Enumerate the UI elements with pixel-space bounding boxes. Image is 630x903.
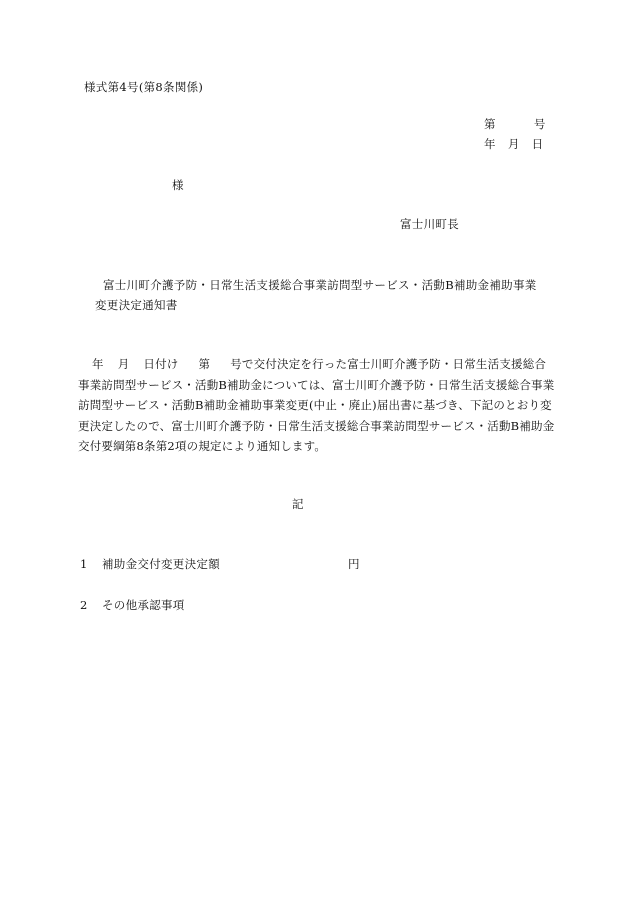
item-number: 1: [80, 557, 88, 571]
sender-name: 富士川町長: [400, 217, 459, 231]
form-number: 様式第4号(第8条関係): [84, 80, 204, 94]
date-day: 日: [531, 137, 544, 151]
document-title-line1: 富士川町介護予防・日常生活支援総合事業訪問型サービス・活動B補助金補助事業: [103, 278, 537, 292]
document-title-line2: 変更決定通知書: [95, 298, 178, 312]
body-line-5: 交付要綱第8条第2項の規定により通知します。: [78, 439, 327, 453]
item-label: その他承認事項: [102, 598, 185, 612]
body-line-3: 訪問型サービス・活動B補助金補助事業変更(中止・廃止)届出書に基づき、下記のとおり変: [78, 398, 552, 412]
date-month: 月: [507, 137, 520, 151]
item-other-matters: [80, 598, 185, 612]
document-number: [484, 117, 546, 131]
date-year: 年: [484, 137, 496, 151]
addressee-honorific: 様: [172, 178, 184, 192]
body-paragraph: [78, 354, 556, 457]
ki-heading: 記: [292, 497, 304, 511]
body-line-1: 年 月 日付け 第 号で交付決定を行った富士川町介護予防・日常生活支援総合: [92, 357, 547, 371]
item-label: 補助金交付変更決定額: [102, 557, 220, 571]
number-suffix: 号: [533, 117, 546, 131]
document-date: [484, 137, 543, 151]
item-change-amount: [80, 557, 360, 571]
body-line-2: 事業訪問型サービス・活動B補助金については、富士川町介護予防・日常生活支援総合事業: [78, 377, 555, 392]
body-line-4: 更決定したので、富士川町介護予防・日常生活支援総合事業訪問型サービス・活動B補助金: [78, 418, 555, 433]
item-number: 2: [80, 598, 88, 612]
number-prefix: 第: [484, 117, 496, 131]
item-unit: 円: [348, 557, 360, 571]
